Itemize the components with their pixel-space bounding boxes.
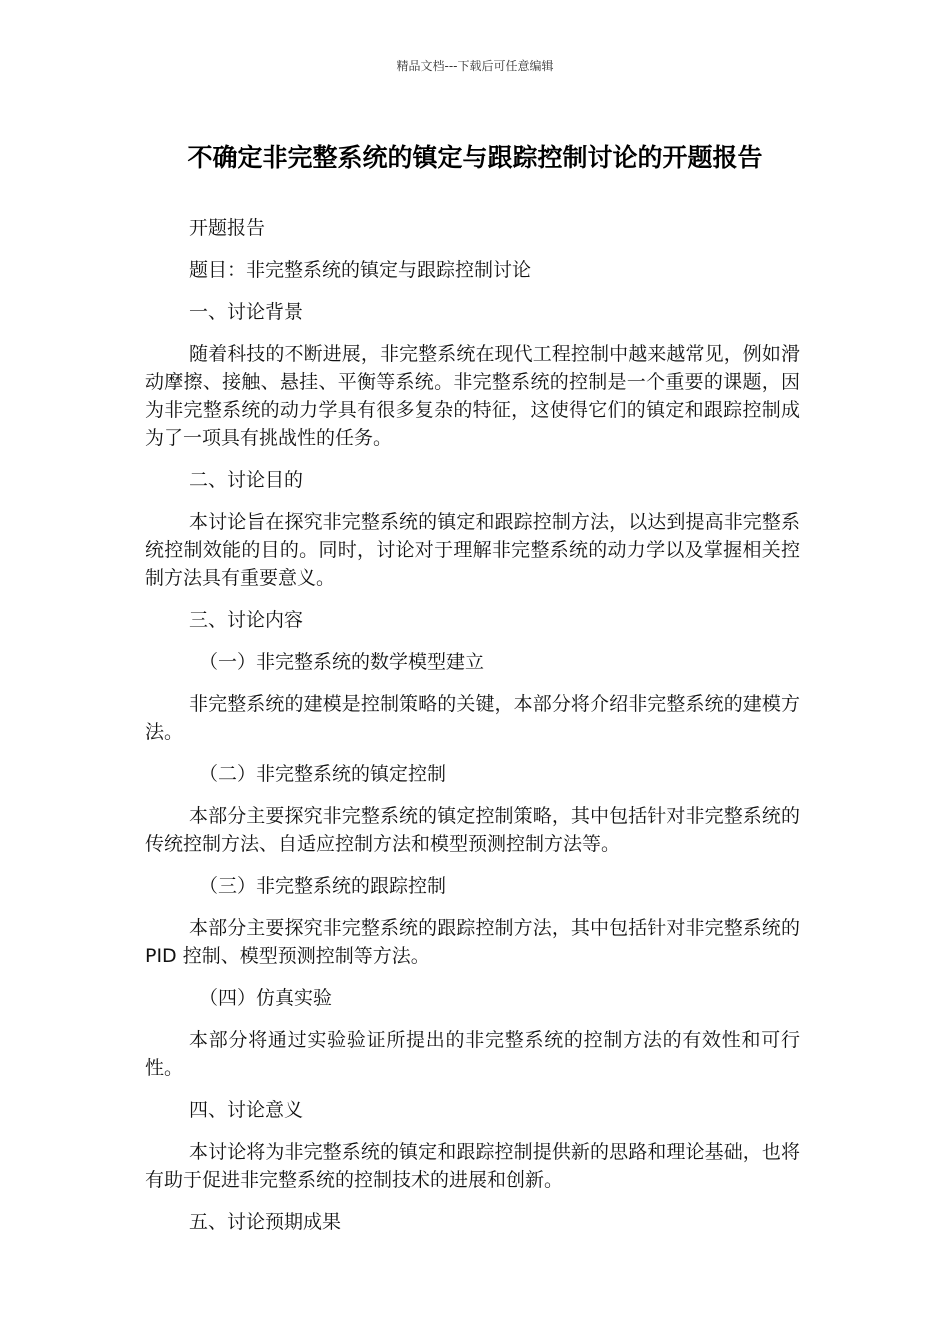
paragraph-purpose: 本讨论旨在探究非完整系统的镇定和跟踪控制方法，以达到提高非完整系统控制效能的目的。同时，讨论对于理解非完整系统的动力学以及掌握相关控制方法具有重要意义。	[145, 511, 800, 589]
paragraph-background: 随着科技的不断进展，非完整系统在现代工程控制中越来越常见，例如滑动摩擦、接触、悬挂、平衡等系统。非完整系统的控制是一个重要的课题，因为非完整系统的动力学具有很多复杂的特征，这使得它们的镇定和跟踪控制成为了一项具有挑战性的任务。	[145, 343, 800, 449]
document-body	[145, 214, 800, 1250]
section-heading-expected-results: 五、讨论预期成果	[189, 1211, 342, 1233]
document-title: 不确定非完整系统的镇定与跟踪控制讨论的开题报告	[187, 143, 763, 172]
section-heading-background: 一、讨论背景	[189, 301, 304, 323]
paragraph-significance: 本讨论将为非完整系统的镇定和跟踪控制提供新的思路和理论基础，也将有助于促进非完整系统的控制技术的进展和创新。	[145, 1141, 800, 1191]
section-heading-content: 三、讨论内容	[189, 609, 304, 631]
paragraph-subsection-4: 本部分将通过实验验证所提出的非完整系统的控制方法的有效性和可行性。	[145, 1029, 800, 1079]
paragraph-subsection-3: 本部分主要探究非完整系统的跟踪控制方法，其中包括针对非完整系统的 PID 控制、模型预测控制等方法。	[145, 917, 800, 967]
topic-line: 题目：非完整系统的镇定与跟踪控制讨论	[189, 259, 532, 281]
section-heading-significance: 四、讨论意义	[189, 1099, 304, 1121]
paragraph-subsection-2: 本部分主要探究非完整系统的镇定控制策略，其中包括针对非完整系统的传统控制方法、自适应控制方法和模型预测控制方法等。	[145, 805, 800, 855]
report-label: 开题报告	[189, 217, 266, 239]
header-note: 精品文档---下载后可任意编辑	[396, 59, 554, 73]
subsection-heading-4: （四）仿真实验	[199, 987, 333, 1009]
subsection-heading-3: （三）非完整系统的跟踪控制	[199, 875, 447, 897]
section-heading-purpose: 二、讨论目的	[189, 469, 304, 491]
subsection-heading-2: （二）非完整系统的镇定控制	[199, 763, 447, 785]
paragraph-subsection-1: 非完整系统的建模是控制策略的关键，本部分将介绍非完整系统的建模方法。	[145, 693, 800, 743]
subsection-heading-1: （一）非完整系统的数学模型建立	[199, 651, 485, 673]
